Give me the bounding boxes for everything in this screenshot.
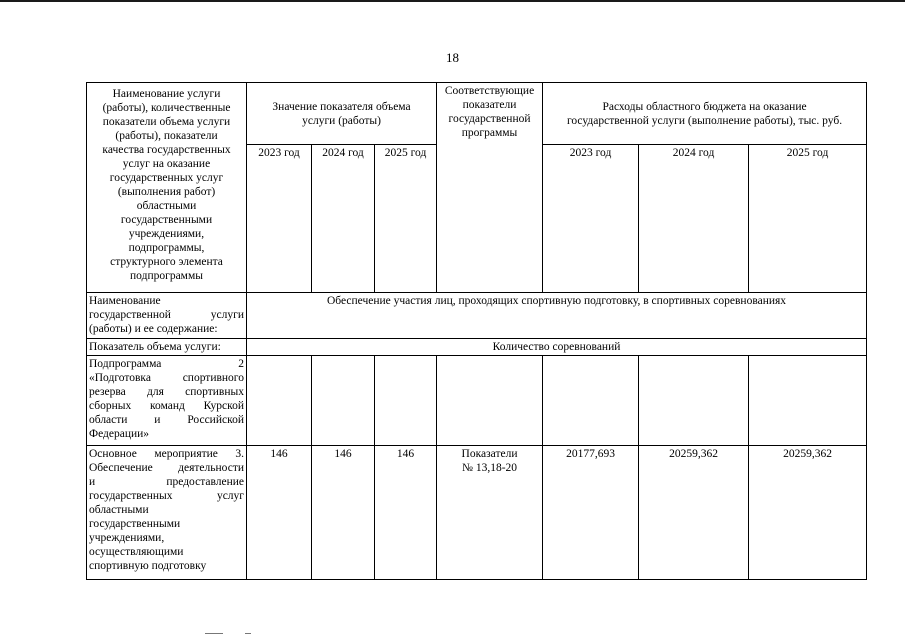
- expense-year-2025: 2025 год: [749, 145, 867, 293]
- budget-table: [86, 82, 867, 580]
- activity-expense-2025: 20259,362: [749, 446, 867, 580]
- activity-expense-2024: 20259,362: [639, 446, 749, 580]
- value-year-2024: 2024 год: [312, 145, 375, 293]
- scan-artifact-marks: [195, 633, 795, 635]
- activity-expense-2023: 20177,693: [543, 446, 639, 580]
- activity-value-2024: 146: [312, 446, 375, 580]
- header-program-indicators: [437, 83, 543, 293]
- activity-value-2023: 146: [247, 446, 312, 580]
- subprogram-cell-empty: [375, 356, 437, 446]
- subprogram-label: Подпрограмма 2 «Подготовка спортивного резерва для спортивных сборных команд Курской области и Российской Федерации»: [87, 356, 247, 446]
- value-year-2023: 2023 год: [247, 145, 312, 293]
- subprogram-cell-empty: [247, 356, 312, 446]
- service-name-value: Обеспечение участия лиц, проходящих спортивную подготовку, в спортивных соревнованиях: [247, 293, 867, 339]
- header-program-indicators-text: Соответствующие показатели государственной программы: [444, 85, 535, 139]
- activity-value-2025: 146: [375, 446, 437, 580]
- subprogram-cell-empty: [543, 356, 639, 446]
- header-indicator-value: Значение показателя объема услуги (работы): [247, 83, 437, 145]
- subprogram-cell-empty: [437, 356, 543, 446]
- header-expenses: Расходы областного бюджета на оказание государственной услуги (выполнение работы), тыс. руб.: [543, 83, 867, 145]
- subprogram-cell-empty: [749, 356, 867, 446]
- volume-label: Показатель объема услуги:: [87, 339, 247, 356]
- header-service-name: Наименование услуги (работы), количественные показатели объема услуги (работы), показатели качества государственных услуг на оказание государственных услуг (выполнения работ) областными государственными учреждениями, подпрограммы, структурного элемента подпрограммы: [87, 83, 247, 293]
- activity-label: Основное мероприятие 3. Обеспечение деятельности и предоставление государственных услуг областными государственными учреждениями, осуществляющими спортивную подготовку: [87, 446, 247, 580]
- activity-program-indicators: Показатели № 13,18-20: [437, 446, 543, 580]
- top-border-line: [0, 0, 905, 2]
- expense-year-2023: 2023 год: [543, 145, 639, 293]
- subprogram-cell-empty: [639, 356, 749, 446]
- volume-value: Количество соревнований: [247, 339, 867, 356]
- page-number: 18: [446, 50, 459, 65]
- value-year-2025: 2025 год: [375, 145, 437, 293]
- expense-year-2024: 2024 год: [639, 145, 749, 293]
- subprogram-cell-empty: [312, 356, 375, 446]
- service-name-label: Наименование государственной услуги (работы) и ее содержание:: [87, 293, 247, 339]
